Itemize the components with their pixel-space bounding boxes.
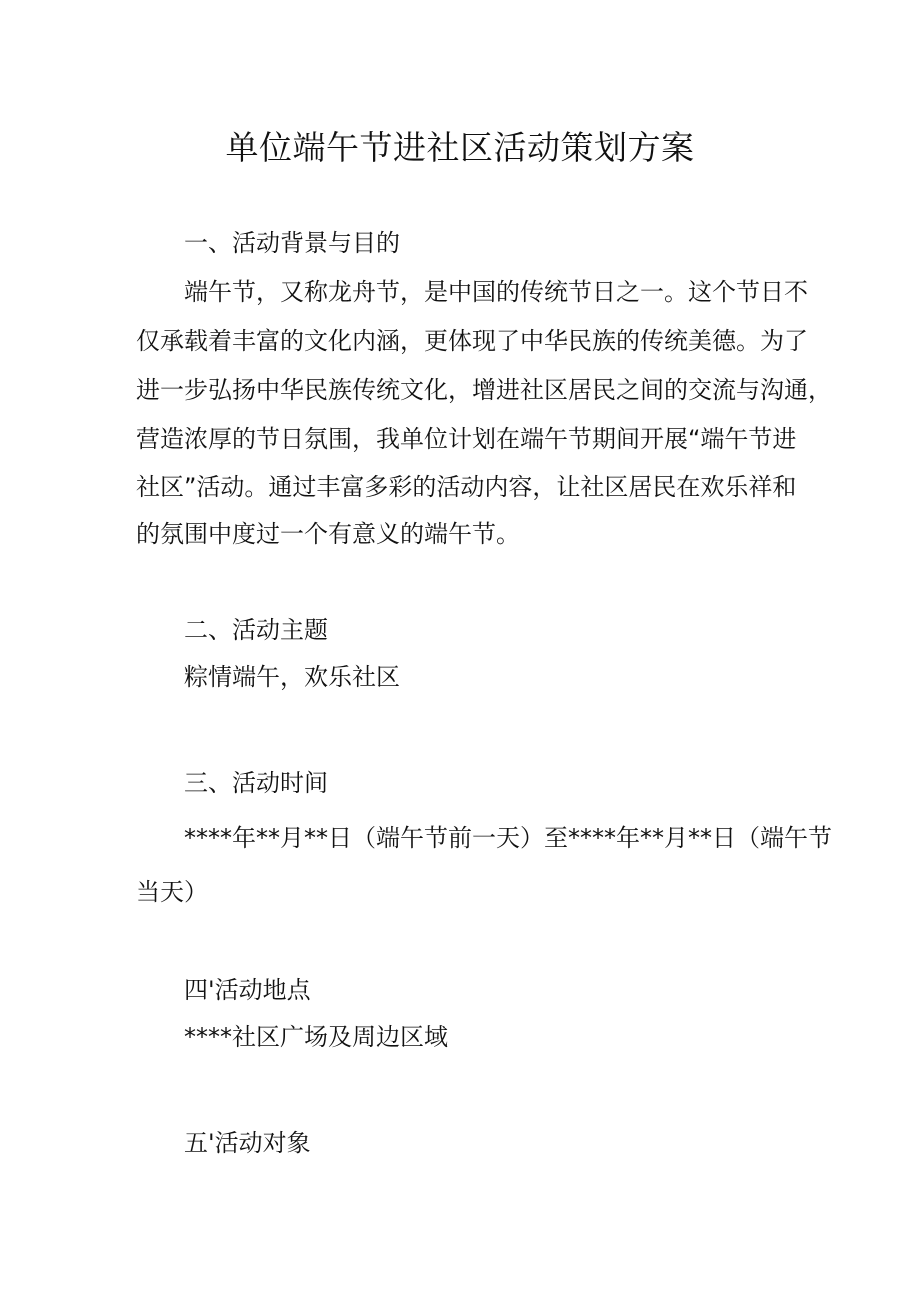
paragraph-line: 仅承载着丰富的文化内涵，更体现了中华民族的传统美德。为了 xyxy=(136,327,808,355)
time-text-line: 当天） xyxy=(136,878,208,906)
theme-text: 粽情端午，欢乐社区 xyxy=(184,663,400,691)
paragraph-line: 进一步弘扬中华民族传统文化，增进社区居民之间的交流与沟通， xyxy=(136,376,832,404)
document-title: 单位端午节进社区活动策划方案 xyxy=(225,128,695,167)
section-heading-time: 三、活动时间 xyxy=(184,769,328,797)
section-heading-background: 一、活动背景与目的 xyxy=(184,229,400,257)
time-text-line: ****年**月**日（端午节前一天）至****年**月**日（端午节 xyxy=(184,824,832,852)
paragraph-line: 的氛围中度过一个有意义的端午节。 xyxy=(136,520,520,548)
section-heading-theme: 二、活动主题 xyxy=(184,616,328,644)
section-heading-location: 四'活动地点 xyxy=(184,976,311,1004)
paragraph-line: 端午节，又称龙舟节，是中国的传统节日之一。这个节日不 xyxy=(184,278,808,306)
paragraph-line: 营造浓厚的节日氛围，我单位计划在端午节期间开展“端午节进 xyxy=(136,425,797,453)
paragraph-line: 社区”活动。通过丰富多彩的活动内容，让社区居民在欢乐祥和 xyxy=(136,473,797,501)
section-heading-audience: 五'活动对象 xyxy=(184,1129,311,1157)
location-text: ****社区广场及周边区域 xyxy=(184,1023,448,1051)
